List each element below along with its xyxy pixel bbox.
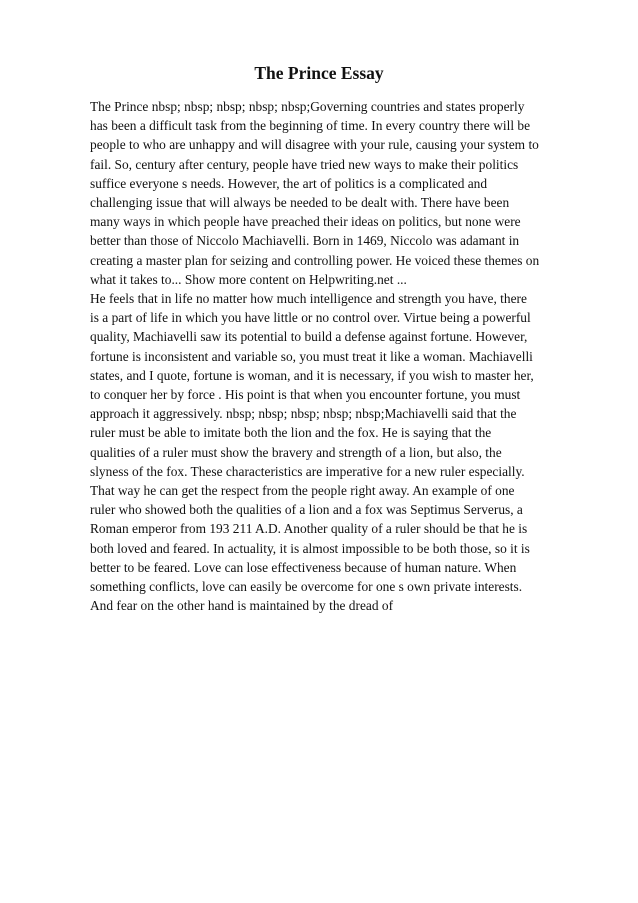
body-line: challenging issue that will always be needed to be dealt with. There have been xyxy=(90,195,510,211)
body-line: fail. So, century after century, people have tried new ways to make their politics xyxy=(90,156,519,172)
body-line: better than those of Niccolo Machiavelli. Born in 1469, Niccolo was adamant in xyxy=(90,233,520,249)
body-line: fortune is inconsistent and variable so, you must treat it like a woman. Machiavelli xyxy=(90,348,533,364)
body-line: people to who are unhappy and will disagree with your rule, causing your system to xyxy=(90,137,539,153)
body-line: creating a master plan for seizing and controlling power. He voiced these themes on xyxy=(90,252,540,268)
body-line: quality, Machiavelli saw its potential to build a defense against fortune. However, xyxy=(90,329,528,345)
body-line: slyness of the fox. These characteristics are imperative for a new ruler especially. xyxy=(90,463,525,479)
document-title: The Prince Essay xyxy=(254,63,384,83)
body-line: states, and I quote, fortune is woman, and it is necessary, if you wish to master her, xyxy=(90,367,534,383)
body-line: The Prince nbsp; nbsp; nbsp; nbsp; nbsp;Governing countries and states properly xyxy=(90,99,525,114)
body-line: suffice everyone s needs. However, the art of politics is a complicated and xyxy=(90,175,488,191)
document-body xyxy=(90,97,590,615)
body-line: And fear on the other hand is maintained by the dread of xyxy=(90,598,394,614)
body-line: ruler must be able to imitate both the lion and the fox. He is saying that the xyxy=(90,425,492,441)
body-line: something conflicts, love can easily be overcome for one s own private interests. xyxy=(90,579,523,595)
body-line: has been a difficult task from the beginning of time. In every country there will be xyxy=(90,118,531,134)
body-line: what it takes to... Show more content on Helpwriting.net ... xyxy=(90,271,407,287)
body-line: to conquer her by force . His point is that when you encounter fortune, you must xyxy=(90,387,521,403)
body-line: better to be feared. Love can lose effectiveness because of human nature. When xyxy=(90,559,517,575)
body-line: many ways in which people have preached their ideas on politics, but none were xyxy=(90,214,521,230)
body-line: qualities of a ruler must show the bravery and strength of a lion, but also, the xyxy=(90,444,502,460)
body-line: is a part of life in which you have little or no control over. Virtue being a powerful xyxy=(90,310,531,326)
body-line: That way he can get the respect from the people right away. An example of one xyxy=(90,483,515,499)
body-line: approach it aggressively. nbsp; nbsp; nbsp; nbsp; nbsp;Machiavelli said that the xyxy=(90,406,517,422)
body-line: both loved and feared. In actuality, it is almost impossible to be both those, so it is xyxy=(90,540,530,556)
body-line: Roman emperor from 193 211 A.D. Another quality of a ruler should be that he is xyxy=(90,521,528,537)
body-line: ruler who showed both the qualities of a lion and a fox was Septimus Serverus, a xyxy=(90,502,523,518)
body-line: He feels that in life no matter how much intelligence and strength you have, there xyxy=(90,291,527,307)
